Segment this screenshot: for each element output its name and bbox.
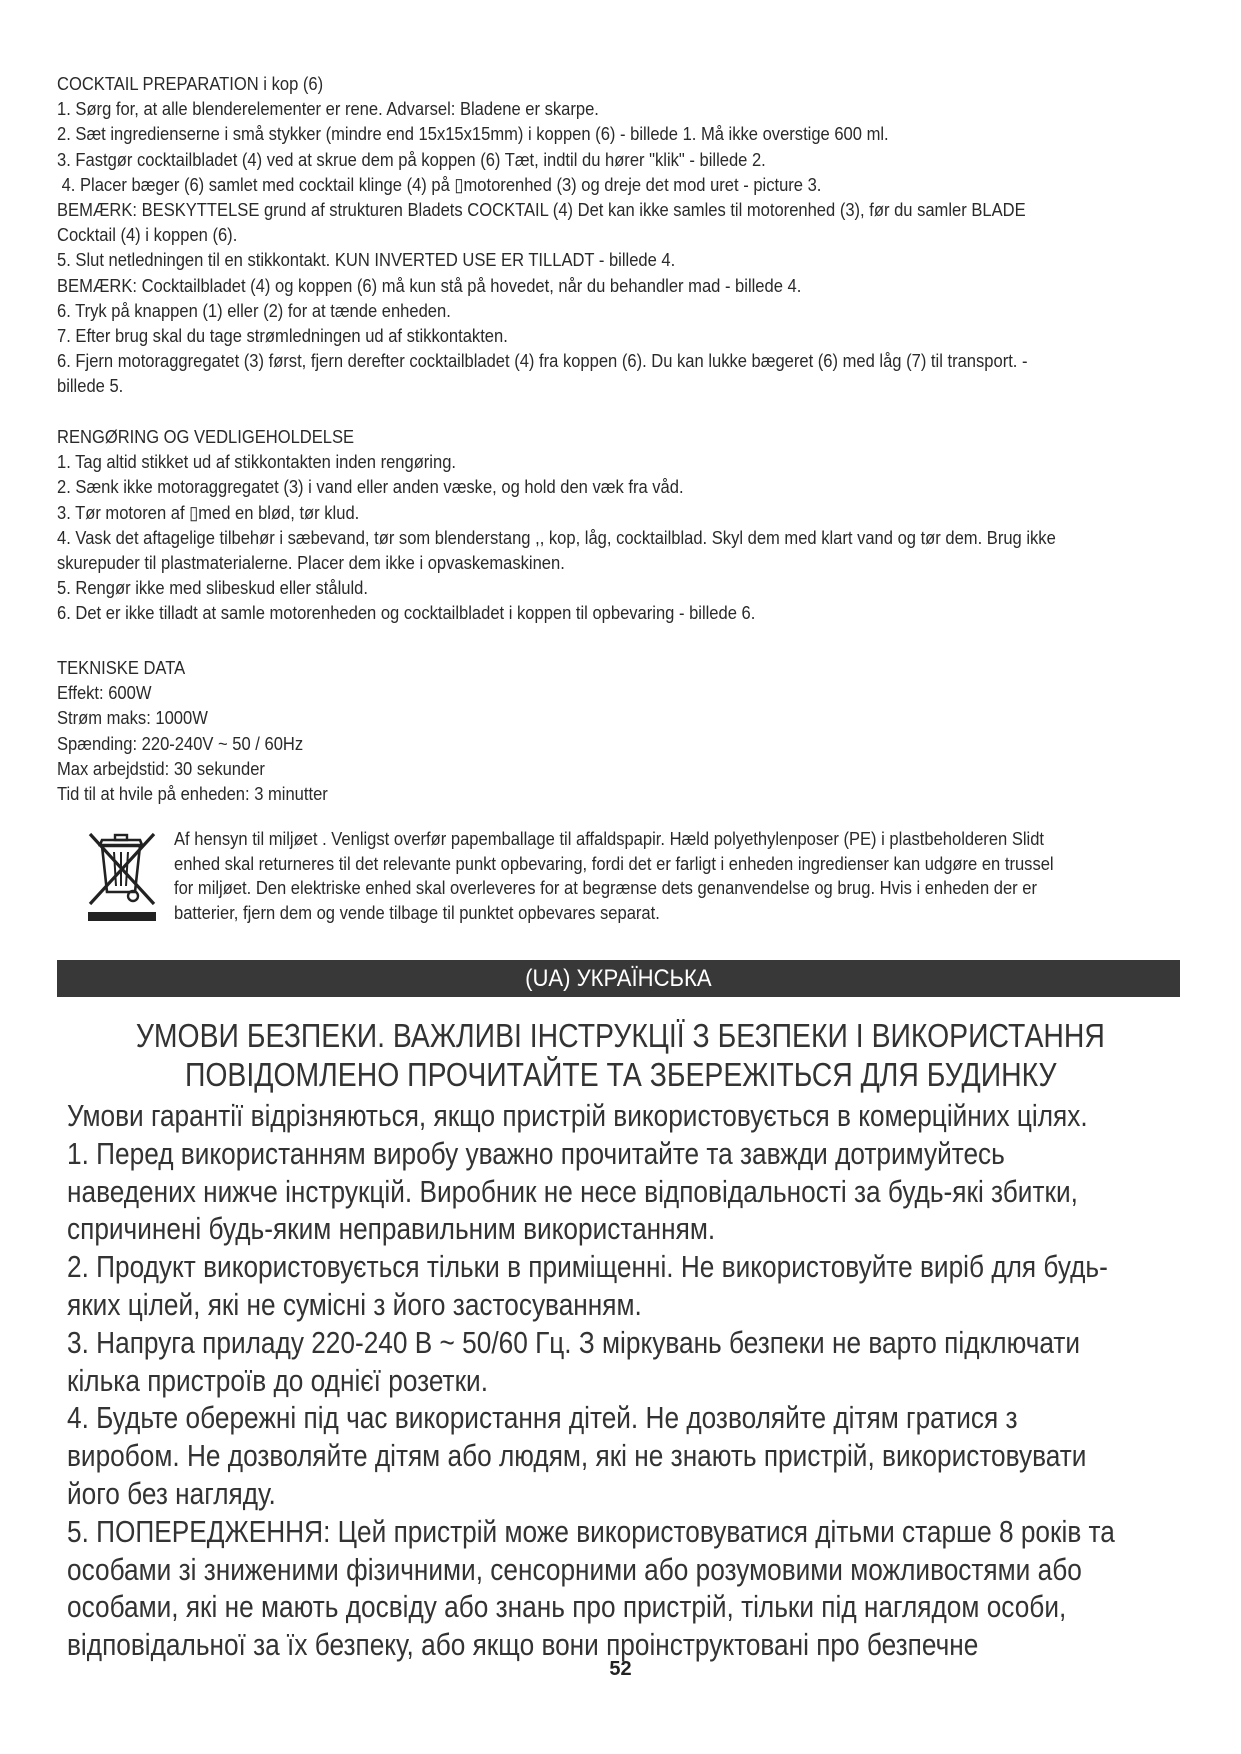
cocktail-line: 7. Efter brug skal du tage strømledningen ud af stikkontakten. <box>57 325 508 347</box>
cleaning-line: 6. Det er ikke tilladt at samle motorenheden og cocktailbladet i koppen til opbevaring - billede 6. <box>57 602 756 624</box>
environment-line: enhed skal returneres til det relevante punkt opbevaring, fordi det er farligt i enheden ingredienser kan udgøre en trussel <box>174 852 1054 874</box>
language-section-title: (UA) УКРАЇНСЬКА <box>525 965 712 992</box>
cleaning-line: 5. Rengør ikke med slibeskud eller ståluld. <box>57 577 368 599</box>
cocktail-heading: COCKTAIL PREPARATION i kop (6) <box>57 73 324 94</box>
cocktail-line: BEMÆRK: BESKYTTELSE grund af strukturen Bladets COCKTAIL (4) Det kan ikke samles til motorenhed (3), før du samler BLADE <box>57 199 1026 221</box>
techdata-line: Tid til at hvile på enheden: 3 minutter <box>57 783 328 805</box>
cocktail-line: 3. Fastgør cocktailbladet (4) ved at skrue dem på koppen (6) Tæt, indtil du hører "klik" - billede 2. <box>57 148 766 170</box>
ukrainian-line: 5. ПОПЕРЕДЖЕННЯ: Цей пристрій може використовуватися дітьми старше 8 років та <box>67 1514 1115 1549</box>
cocktail-line: billede 5. <box>57 375 124 397</box>
ukrainian-line: виробом. Не дозволяйте дітям або людям, які не знають пристрій, використовувати <box>67 1439 1087 1474</box>
safety-heading-line-2 <box>0 1056 1241 1094</box>
cocktail-preparation-section <box>57 71 1177 399</box>
ukrainian-line: особами зі зниженими фізичними, сенсорними або розумовими можливостями або <box>67 1552 1082 1587</box>
ukrainian-line: Умови гарантії відрізняються, якщо пристрій використовується в комерційних цілях. <box>67 1099 1088 1133</box>
techdata-line: Strøm maks: 1000W <box>57 707 208 729</box>
crossed-out-wheelie-bin-icon <box>76 826 166 922</box>
ukrainian-line: його без нагляду. <box>67 1476 276 1511</box>
ukrainian-line: кілька пристроїв до однієї розетки. <box>67 1363 488 1398</box>
environment-line: batterier, fjern dem og vende tilbage til punktet opbevares separat. <box>174 901 660 923</box>
cleaning-line: 2. Sænk ikke motoraggregatet (3) i vand eller anden væske, og hold den væk fra våd. <box>57 476 684 498</box>
ukrainian-line: особами, які не мають досвіду або знань про пристрій, тільки під наглядом особи, <box>67 1590 1067 1625</box>
cleaning-heading: RENGØRING OG VEDLIGEHOLDELSE <box>57 426 355 447</box>
cocktail-line: 5. Slut netledningen til en stikkontakt. KUN INVERTED USE ER TILLADT - billede 4. <box>57 249 676 271</box>
safety-heading-text: ПОВІДОМЛЕНО ПРОЧИТАЙТЕ ТА ЗБЕРЕЖІТЬСЯ ДЛЯ БУДИНКУ <box>184 1056 1057 1093</box>
language-section-bar <box>57 960 1180 997</box>
cocktail-line: 4. Placer bæger (6) samlet med cocktail klinge (4) på ▯motorenhed (3) og dreje det mod uret - picture 3. <box>57 173 822 195</box>
cleaning-line: skurepuder til plastmaterialerne. Placer dem ikke i opvaskemaskinen. <box>57 552 565 574</box>
cleaning-section <box>57 424 1177 626</box>
environment-notice <box>174 827 1164 925</box>
environment-line: Af hensyn til miljøet . Venligst overfør papemballage til affaldspapir. Hæld polyethylenposer (PE) i plastbeholderen Slidt <box>174 828 1045 849</box>
techdata-line: Effekt: 600W <box>57 682 152 704</box>
ukrainian-line: яких цілей, які не сумісні з його застосуванням. <box>67 1287 642 1322</box>
cleaning-line: 1. Tag altid stikket ud af stikkontakten inden rengøring. <box>57 451 457 473</box>
safety-heading-text: УМОВИ БЕЗПЕКИ. ВАЖЛИВІ ІНСТРУКЦІЇ З БЕЗПЕКИ І ВИКОРИСТАННЯ <box>135 1017 1106 1054</box>
ukrainian-line: 4. Будьте обережні під час використання дітей. Не дозволяйте дітям гратися з <box>67 1401 1018 1436</box>
techdata-line: Max arbejdstid: 30 sekunder <box>57 757 265 779</box>
page-number: 52 <box>609 1658 632 1680</box>
cleaning-line: 3. Tør motoren af ▯med en blød, tør klud. <box>57 501 360 523</box>
technical-data-section <box>57 655 1177 806</box>
safety-heading-line-1 <box>0 1017 1241 1055</box>
cocktail-line: 6. Tryk på knappen (1) eller (2) for at tænde enheden. <box>57 299 451 321</box>
ukrainian-line: 3. Напруга приладу 220-240 В ~ 50/60 Гц. З міркувань безпеки не варто підключати <box>67 1325 1081 1360</box>
environment-line: for miljøet. Den elektriske enhed skal overleveres for at begrænse dets genanvendelse og brug. Hvis i enheden der er <box>174 877 1038 899</box>
ukrainian-line: 2. Продукт використовується тільки в приміщенні. Не використовуйте виріб для будь- <box>67 1250 1108 1285</box>
ukrainian-line: спричинені будь-яким неправильним використанням. <box>67 1212 716 1247</box>
ukrainian-line: 1. Перед використанням виробу уважно прочитайте та завжди дотримуйтесь <box>67 1136 1005 1171</box>
cocktail-line: Cocktail (4) i koppen (6). <box>57 224 238 246</box>
cocktail-line: BEMÆRK: Cocktailbladet (4) og koppen (6) må kun stå på hovedet, når du behandler mad - billede 4. <box>57 274 802 296</box>
cleaning-line: 4. Vask det aftagelige tilbehør i sæbevand, tør som blenderstang ,, kop, låg, cocktailblad. Skyl dem med klart vand og tør dem. Brug ikke <box>57 526 1056 548</box>
techdata-heading: TEKNISKE DATA <box>57 657 186 678</box>
ukrainian-safety-text <box>67 1098 1228 1665</box>
ukrainian-line: відповідальної за їх безпеку, або якщо вони проінструктовані про безпечне <box>67 1628 979 1663</box>
cocktail-line: 2. Sæt ingredienserne i små stykker (mindre end 15x15x15mm) i koppen (6) - billede 1. Må ikke overstige 600 ml. <box>57 123 889 145</box>
ukrainian-line: наведених нижче інструкцій. Виробник не несе відповідальності за будь-які збитки, <box>67 1174 1078 1209</box>
cocktail-line: 1. Sørg for, at alle blenderelementer er rene. Advarsel: Bladene er skarpe. <box>57 98 599 120</box>
techdata-line: Spænding: 220-240V ~ 50 / 60Hz <box>57 732 304 754</box>
cocktail-line: 6. Fjern motoraggregatet (3) først, fjern derefter cocktailbladet (4) fra koppen (6). Du kan lukke bægeret (6) med låg (7) til transport. - <box>57 350 1028 372</box>
